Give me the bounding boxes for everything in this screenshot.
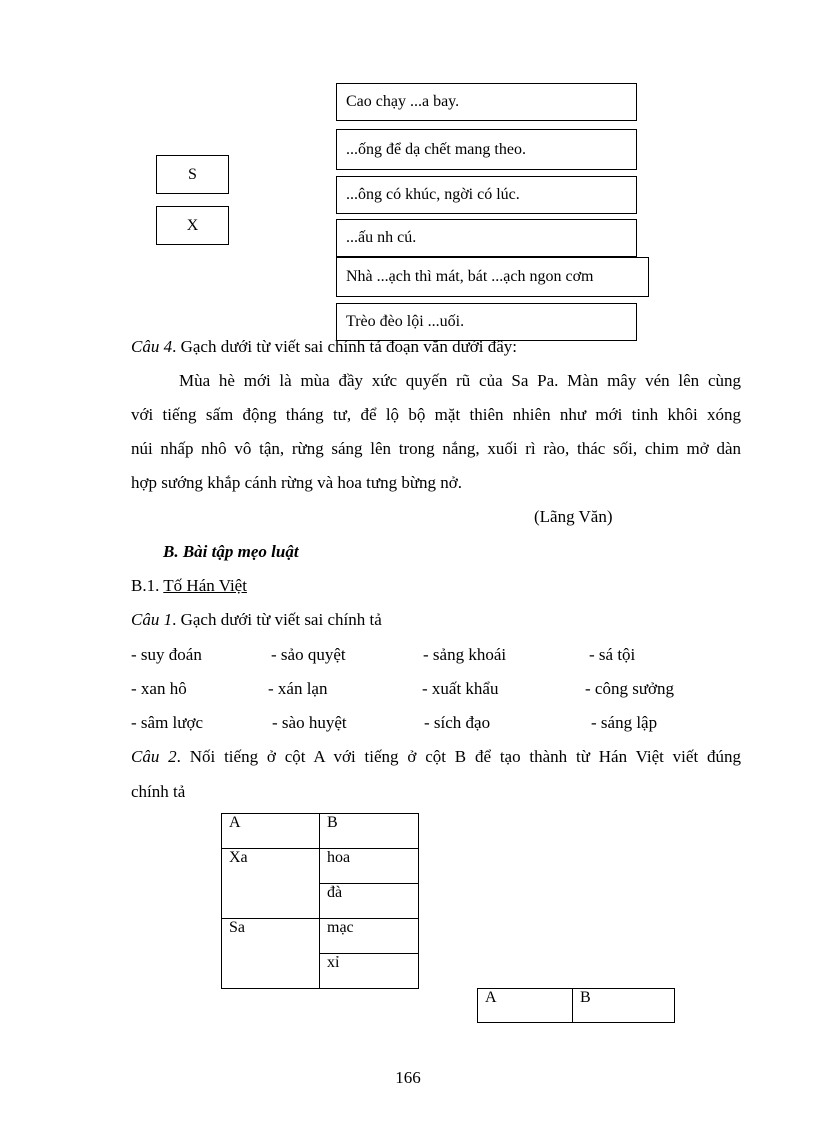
- word: - sảng khoái: [423, 645, 507, 664]
- table-cell: B: [573, 989, 675, 1023]
- table-cell: hoa: [320, 849, 419, 884]
- question-2-text: . Nối tiếng ở cột A với tiếng ở cột B để tạo thành từ Hán Việt viết đúng: [176, 747, 741, 766]
- word: - sào huyệt: [272, 713, 347, 732]
- table-cell: Sa: [222, 919, 320, 989]
- section-b-heading: B. Bài tập mẹo luật: [163, 542, 299, 561]
- sentence-box-4: ...ấu nh cú.: [336, 219, 637, 257]
- sentence-box-6: Trèo đèo lội ...uối.: [336, 303, 637, 341]
- table-cell: B: [320, 814, 419, 849]
- word: - sảo quyệt: [271, 645, 346, 664]
- table-cell: mạc: [320, 919, 419, 954]
- word: - sá tội: [589, 645, 636, 664]
- word: - xán lạn: [268, 679, 328, 698]
- sentence-box-1: Cao chạy ...a bay.: [336, 83, 637, 121]
- paragraph-line-1: Mùa hè mới là mùa đầy xức quyến rũ của Sa Pa. Màn mây vén lên cùng: [179, 371, 741, 390]
- b1-prefix: B.1.: [131, 576, 164, 595]
- sentence-box-2: ...ống để dạ chết mang theo.: [336, 129, 637, 170]
- table-cell: Xa: [222, 849, 320, 919]
- table-cell: xỉ: [320, 954, 419, 989]
- question-4-text: . Gạch dưới từ viết sai chính tả đoạn văn dưới đây:: [172, 337, 518, 356]
- s-box: S: [156, 155, 229, 194]
- table-header-row: [222, 814, 419, 849]
- author: (Lãng Văn): [534, 507, 613, 526]
- table-cell: A: [478, 989, 573, 1023]
- b1-title: Tố Hán Việt: [163, 576, 247, 595]
- table-row: [222, 849, 419, 884]
- x-box: X: [156, 206, 229, 245]
- question-2-label: Câu 2: [131, 747, 177, 766]
- word: - công sưởng: [585, 679, 675, 698]
- paragraph-line-4: hợp sướng khắp cánh rừng và hoa tưng bừng nở.: [131, 473, 463, 492]
- question-1-text: . Gạch dưới từ viết sai chính tả: [172, 610, 382, 629]
- question-1-label: Câu 1: [131, 610, 173, 629]
- table-cell: A: [222, 814, 320, 849]
- word: - xan hô: [131, 679, 187, 698]
- question-1: [131, 610, 741, 630]
- word: - xuất khẩu: [422, 679, 499, 698]
- table-header-row: [478, 989, 675, 1023]
- question-4-label: Câu 4: [131, 337, 173, 356]
- sentence-box-5: Nhà ...ạch thì mát, bát ...ạch ngon cơm: [336, 257, 649, 297]
- word: - sích đạo: [424, 713, 491, 732]
- question-4: [131, 337, 741, 357]
- word: - sáng lập: [591, 713, 658, 732]
- matching-table-2: [477, 988, 675, 1023]
- table-row: [222, 919, 419, 954]
- sentence-box-3: ...ông có khúc, ngời có lúc.: [336, 176, 637, 214]
- paragraph-line-3: núi nhấp nhô vô tận, rừng sáng lên trong nắng, xuối rì rào, thác sối, chim mở dàn: [131, 439, 741, 458]
- matching-table: [221, 813, 419, 989]
- paragraph-line-2: với tiếng sấm động tháng tư, để lộ bộ mặt thiên nhiên như mới tinh khôi xóng: [131, 405, 741, 424]
- word: - suy đoán: [131, 645, 202, 664]
- question-2-line-2: chính tả: [131, 782, 186, 801]
- table-cell: đà: [320, 884, 419, 919]
- question-2: [131, 747, 741, 767]
- word: - sâm lược: [131, 713, 204, 732]
- page-number: 166: [395, 1068, 421, 1087]
- b1-heading: [131, 576, 741, 596]
